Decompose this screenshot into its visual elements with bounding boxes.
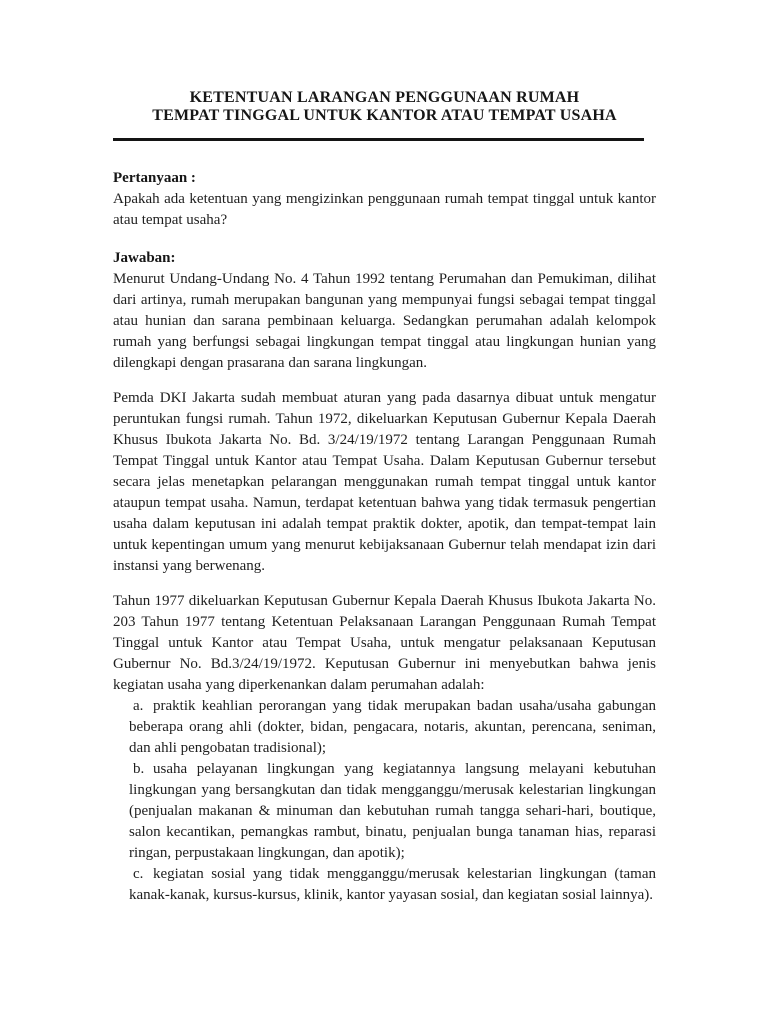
answer-paragraph-3: Tahun 1977 dikeluarkan Keputusan Gubernur Kepala Daerah Khusus Ibukota Jakarta No. 203 Tahun 1977 tentang Ketentuan Pelaksanaan Larangan Penggunaan Rumah Tempat Tinggal untuk Kantor atau Tempat Usaha, untuk mengatur pelaksanaan Keputusan Gubernur No. Bd.3/24/19/1972. Keputusan Gubernur ini menyebutkan bahwa jenis kegiatan usaha yang diperkenankan dalam perumahan adalah:	[113, 592, 656, 693]
document-content	[113, 0, 656, 906]
list-item-c	[129, 864, 656, 906]
title-line-1: KETENTUAN LARANGAN PENGGUNAAN RUMAH	[189, 89, 580, 106]
title-line-2: TEMPAT TINGGAL UNTUK KANTOR ATAU TEMPAT USAHA	[152, 107, 617, 124]
list-item-b-marker: b.	[133, 760, 145, 777]
list-item-a-marker: a.	[133, 697, 144, 714]
answer-section	[113, 248, 656, 906]
document-title	[113, 89, 656, 125]
answer-label: Jawaban:	[113, 249, 176, 266]
question-section	[113, 168, 656, 231]
question-label: Pertanyaan :	[113, 169, 196, 186]
list-item-c-marker: c.	[133, 865, 144, 882]
permitted-activities-list	[129, 696, 656, 906]
answer-paragraph-1: Menurut Undang-Undang No. 4 Tahun 1992 tentang Perumahan dan Pemukiman, dilihat dari artinya, rumah merupakan bangunan yang mempunyai fungsi sebagai tempat tinggal atau hunian dan sarana pembinaan keluarga. Sedangkan perumahan adalah kelompok rumah yang berfungsi sebagai lingkungan tempat tinggal atau lingkungan hunian yang dilengkapi dengan prasarana dan sarana lingkungan.	[113, 270, 656, 371]
list-item-b-text: usaha pelayanan lingkungan yang kegiatannya langsung melayani kebutuhan lingkungan yang bersangkutan dan tidak mengganggu/merusak kelestarian lingkungan (penjualan makanan & minuman dan kebutuhan rumah tangga sehari-hari, boutique, salon kecantikan, pemangkas rambut, binatu, penjualan bunga tanaman hias, reparasi ringan, perpustakaan lingkungan, dan apotik);	[129, 760, 656, 861]
list-item-a-text: praktik keahlian perorangan yang tidak merupakan badan usaha/usaha gabungan beberapa orang ahli (dokter, bidan, pengacara, notaris, akuntan, perencana, seniman, dan ahli pengobatan tradisional);	[129, 697, 656, 756]
list-item-a	[129, 696, 656, 759]
list-item-c-text: kegiatan sosial yang tidak mengganggu/merusak kelestarian lingkungan (taman kanak-kanak, kursus-kursus, klinik, kantor yayasan sosial, dan kegiatan sosial lainnya).	[129, 865, 656, 903]
answer-paragraph-2: Pemda DKI Jakarta sudah membuat aturan yang pada dasarnya dibuat untuk mengatur peruntukan fungsi rumah. Tahun 1972, dikeluarkan Keputusan Gubernur Kepala Daerah Khusus Ibukota Jakarta No. Bd. 3/24/19/1972 tentang Larangan Penggunaan Rumah Tempat Tinggal untuk Kantor atau Tempat Usaha. Dalam Keputusan Gubernur tersebut secara jelas menetapkan pelarangan menggunakan rumah tempat tinggal untuk kantor ataupun tempat usaha. Namun, terdapat ketentuan bahwa yang tidak termasuk pengertian usaha dalam keputusan ini adalah tempat praktik dokter, apotik, dan tempat-tempat lain untuk kepentingan umum yang menurut kebijaksanaan Gubernur telah mendapat izin dari instansi yang berwenang.	[113, 389, 656, 574]
list-item-b	[129, 759, 656, 864]
title-divider-rule	[113, 138, 644, 141]
question-text: Apakah ada ketentuan yang mengizinkan penggunaan rumah tempat tinggal untuk kantor atau tempat usaha?	[113, 190, 656, 228]
